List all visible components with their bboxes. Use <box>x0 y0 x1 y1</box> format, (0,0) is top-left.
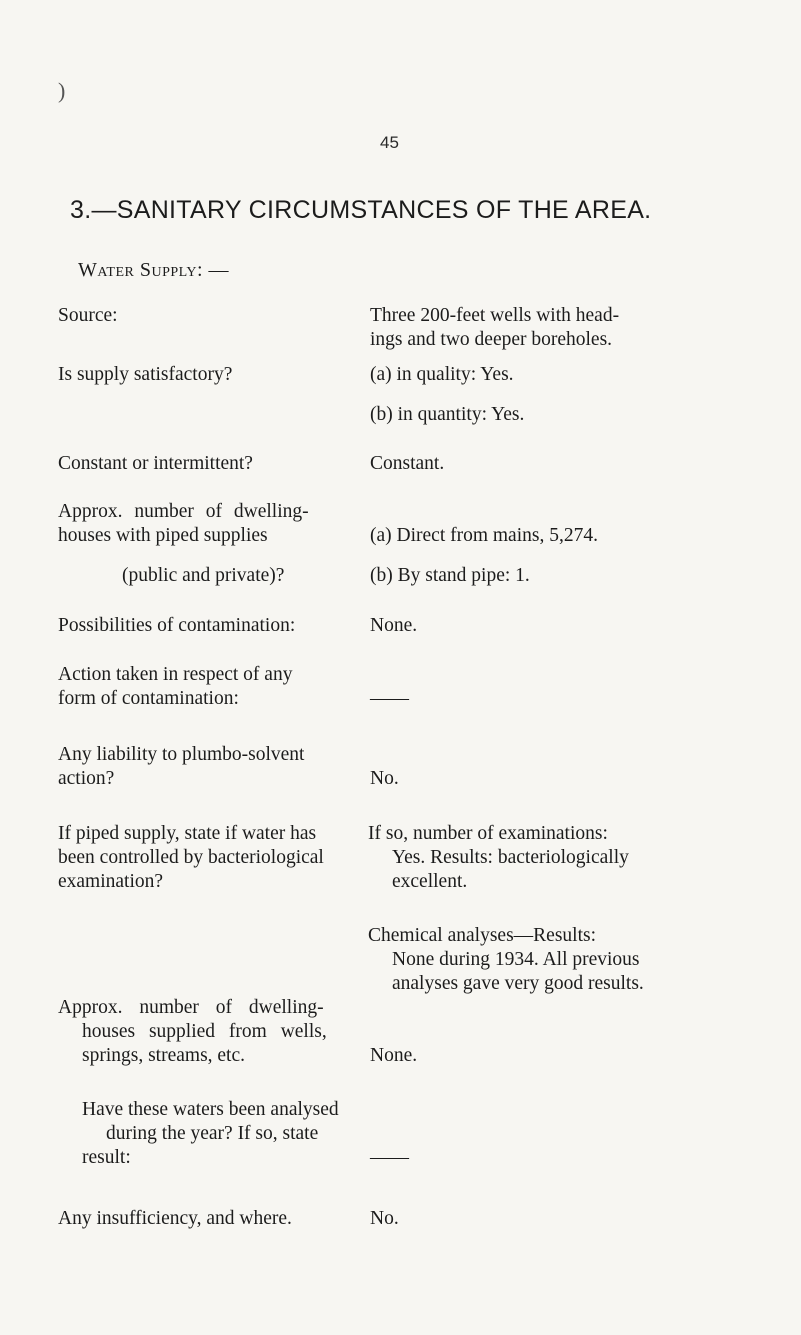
question-source: Source: <box>58 305 118 326</box>
question-line: If piped supply, state if water has <box>58 823 317 844</box>
question-line: result: <box>82 1147 131 1168</box>
page-title: 3.—SANITARY CIRCUMSTANCES OF THE AREA. <box>70 196 652 224</box>
question-line: been controlled by bacteriological <box>58 847 324 868</box>
question-line: Approx. number of dwelling- <box>58 501 309 522</box>
question-wells <box>58 996 350 1068</box>
answer-constant: Constant. <box>370 453 445 474</box>
answer-insufficiency: No. <box>370 1208 399 1229</box>
question-line: springs, streams, etc. <box>82 1045 246 1066</box>
answer-stand-pipe: (b) By stand pipe: 1. <box>370 565 530 586</box>
answer-quality: (a) in quality: Yes. <box>370 364 514 385</box>
answer-analysed: —— <box>370 1147 409 1168</box>
page-number: 45 <box>380 133 399 152</box>
corner-mark: ) <box>58 78 66 103</box>
answer-source <box>370 304 619 352</box>
question-line: during the year? If so, state <box>106 1123 319 1144</box>
question-line: action? <box>58 768 115 789</box>
answer-chemical <box>368 924 644 996</box>
question-bacteriological <box>58 822 324 894</box>
answer-line: excellent. <box>392 871 468 892</box>
question-line: Any liability to plumbo-solvent <box>58 744 305 765</box>
question-analysed <box>82 1098 339 1170</box>
answer-action: —— <box>370 688 409 709</box>
question-contamination: Possibilities of contamination: <box>58 615 296 636</box>
question-line: Have these waters been analysed <box>82 1099 339 1120</box>
answer-line: ings and two deeper boreholes. <box>370 329 613 350</box>
answer-contamination: None. <box>370 615 418 636</box>
answer-quantity: (b) in quantity: Yes. <box>370 404 525 425</box>
answer-wells: None. <box>370 1045 418 1066</box>
answer-line: Yes. Results: bacteriologically <box>392 847 629 868</box>
answer-plumbo: No. <box>370 768 399 789</box>
question-line: houses supplied from wells, <box>82 1021 327 1042</box>
question-line: form of contamination: <box>58 688 239 709</box>
question-insufficiency: Any insufficiency, and where. <box>58 1208 292 1229</box>
question-action <box>58 663 292 711</box>
question-plumbo <box>58 743 304 791</box>
question-line: Action taken in respect of any <box>58 664 293 685</box>
answer-line: Chemical analyses—Results: <box>368 925 597 946</box>
question-satisfactory: Is supply satisfactory? <box>58 364 233 385</box>
answer-direct-mains: (a) Direct from mains, 5,274. <box>370 525 598 546</box>
question-line: houses with piped supplies <box>58 525 268 546</box>
question-piped-supplies-cont: (public and private)? <box>122 565 285 586</box>
question-piped-supplies <box>58 500 358 548</box>
answer-line: Three 200-feet wells with head- <box>370 305 620 326</box>
answer-line: None during 1934. All previous <box>392 949 640 970</box>
section-heading: Water Supply: — <box>78 259 229 281</box>
answer-bacteriological <box>368 822 629 894</box>
question-line: Approx. number of dwelling- <box>58 997 324 1018</box>
answer-line: If so, number of examinations: <box>368 823 608 844</box>
answer-line: analyses gave very good results. <box>392 973 644 994</box>
question-constant: Constant or intermittent? <box>58 453 253 474</box>
question-line: examination? <box>58 871 164 892</box>
